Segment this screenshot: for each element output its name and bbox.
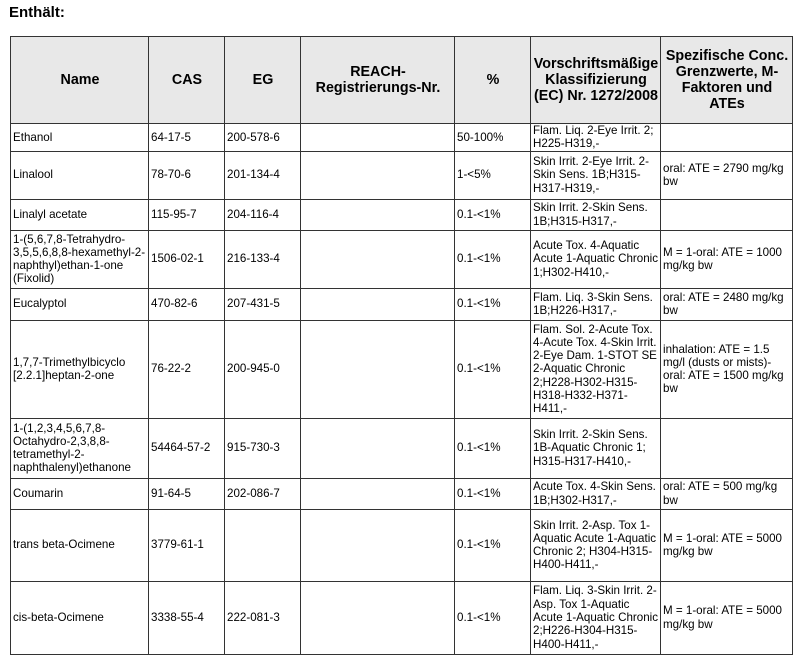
- header-row: [11, 37, 793, 124]
- cell-percent: 0.1-<1%: [455, 581, 531, 654]
- header-limits: Spezifische Conc. Grenzwerte, M-Faktoren und ATEs: [661, 37, 793, 124]
- cell-name: 1-(1,2,3,4,5,6,7,8-Octahydro-2,3,8,8-tetramethyl-2-naphthalenyl)ethanone: [11, 418, 149, 478]
- cell-eg: 200-945-0: [225, 320, 301, 418]
- cell-cas: 54464-57-2: [149, 418, 225, 478]
- cell-name: trans beta-Ocimene: [11, 509, 149, 581]
- cell-name: Ethanol: [11, 124, 149, 152]
- cell-classification: Flam. Liq. 3-Skin Irrit. 2-Asp. Tox 1-Aquatic Acute 1-Aquatic Chronic 2;H226-H304-H315-H400-H411,-: [531, 581, 661, 654]
- cell-limits: M = 1-oral: ATE = 5000 mg/kg bw: [661, 509, 793, 581]
- cell-reach: [301, 478, 455, 509]
- cell-percent: 50-100%: [455, 124, 531, 152]
- cell-name: 1,7,7-Trimethylbicyclo [2.2.1]heptan-2-one: [11, 320, 149, 418]
- table-row: [11, 320, 793, 418]
- cell-name: Coumarin: [11, 478, 149, 509]
- table-row: [11, 230, 793, 288]
- cell-eg: 222-081-3: [225, 581, 301, 654]
- header-reach: REACH-Registrierungs-Nr.: [301, 37, 455, 124]
- cell-eg: 915-730-3: [225, 418, 301, 478]
- cell-reach: [301, 230, 455, 288]
- cell-classification: Flam. Liq. 2-Eye Irrit. 2; H225-H319,-: [531, 124, 661, 152]
- cell-eg: 216-133-4: [225, 230, 301, 288]
- cell-reach: [301, 418, 455, 478]
- cell-name: Linalyl acetate: [11, 199, 149, 230]
- cell-eg: 204-116-4: [225, 199, 301, 230]
- cell-cas: 3779-61-1: [149, 509, 225, 581]
- cell-classification: Skin Irrit. 2-Asp. Tox 1-Aquatic Acute 1-Aquatic Chronic 2; H304-H315-H400-H411,-: [531, 509, 661, 581]
- cell-percent: 0.1-<1%: [455, 320, 531, 418]
- cell-eg: 202-086-7: [225, 478, 301, 509]
- cell-classification: Flam. Sol. 2-Acute Tox. 4-Acute Tox. 4-Skin Irrit. 2-Eye Dam. 1-STOT SE 2-Aquatic Chronic 2;H228-H302-H315-H318-H332-H371-H411,-: [531, 320, 661, 418]
- cell-cas: 470-82-6: [149, 288, 225, 320]
- table-row: [11, 478, 793, 509]
- cell-percent: 0.1-<1%: [455, 478, 531, 509]
- cell-eg: 201-134-4: [225, 151, 301, 199]
- cell-eg: [225, 509, 301, 581]
- cell-classification: Skin Irrit. 2-Skin Sens. 1B;H315-H317,-: [531, 199, 661, 230]
- cell-reach: [301, 509, 455, 581]
- cell-eg: 200-578-6: [225, 124, 301, 152]
- header-classification: Vorschriftsmäßige Klassifizierung (EC) Nr. 1272/2008: [531, 37, 661, 124]
- table-row: [11, 509, 793, 581]
- cell-cas: 3338-55-4: [149, 581, 225, 654]
- cell-limits: [661, 418, 793, 478]
- section-title: Enthält:: [9, 4, 65, 21]
- cell-classification: Skin Irrit. 2-Eye Irrit. 2-Skin Sens. 1B;H315-H317-H319,-: [531, 151, 661, 199]
- cell-cas: 78-70-6: [149, 151, 225, 199]
- cell-limits: inhalation: ATE = 1.5 mg/l (dusts or mists)-oral: ATE = 1500 mg/kg bw: [661, 320, 793, 418]
- cell-classification: Flam. Liq. 3-Skin Sens. 1B;H226-H317,-: [531, 288, 661, 320]
- cell-limits: [661, 124, 793, 152]
- header-cas: CAS: [149, 37, 225, 124]
- cell-percent: 0.1-<1%: [455, 509, 531, 581]
- cell-reach: [301, 124, 455, 152]
- cell-reach: [301, 199, 455, 230]
- cell-limits: [661, 199, 793, 230]
- cell-percent: 1-<5%: [455, 151, 531, 199]
- cell-cas: 64-17-5: [149, 124, 225, 152]
- header-eg: EG: [225, 37, 301, 124]
- cell-limits: oral: ATE = 2790 mg/kg bw: [661, 151, 793, 199]
- cell-limits: oral: ATE = 500 mg/kg bw: [661, 478, 793, 509]
- table-row: [11, 124, 793, 152]
- table-row: [11, 581, 793, 654]
- cell-name: cis-beta-Ocimene: [11, 581, 149, 654]
- cell-cas: 115-95-7: [149, 199, 225, 230]
- cell-cas: 76-22-2: [149, 320, 225, 418]
- cell-name: Eucalyptol: [11, 288, 149, 320]
- cell-name: 1-(5,6,7,8-Tetrahydro-3,5,5,6,8,8-hexamethyl-2-naphthyl)ethan-1-one (Fixolid): [11, 230, 149, 288]
- header-name: Name: [11, 37, 149, 124]
- cell-limits: M = 1-oral: ATE = 1000 mg/kg bw: [661, 230, 793, 288]
- cell-classification: Skin Irrit. 2-Skin Sens. 1B-Aquatic Chronic 1; H315-H317-H410,-: [531, 418, 661, 478]
- cell-percent: 0.1-<1%: [455, 230, 531, 288]
- cell-cas: 91-64-5: [149, 478, 225, 509]
- cell-cas: 1506-02-1: [149, 230, 225, 288]
- cell-reach: [301, 288, 455, 320]
- cell-limits: M = 1-oral: ATE = 5000 mg/kg bw: [661, 581, 793, 654]
- cell-limits: oral: ATE = 2480 mg/kg bw: [661, 288, 793, 320]
- table-row: [11, 151, 793, 199]
- table-row: [11, 288, 793, 320]
- cell-classification: Acute Tox. 4-Aquatic Acute 1-Aquatic Chronic 1;H302-H410,-: [531, 230, 661, 288]
- cell-percent: 0.1-<1%: [455, 288, 531, 320]
- cell-reach: [301, 581, 455, 654]
- cell-percent: 0.1-<1%: [455, 418, 531, 478]
- cell-eg: 207-431-5: [225, 288, 301, 320]
- header-percent: %: [455, 37, 531, 124]
- table-row: [11, 418, 793, 478]
- cell-classification: Acute Tox. 4-Skin Sens. 1B;H302-H317,-: [531, 478, 661, 509]
- ingredients-table: [10, 36, 793, 655]
- cell-reach: [301, 320, 455, 418]
- cell-reach: [301, 151, 455, 199]
- table-row: [11, 199, 793, 230]
- cell-percent: 0.1-<1%: [455, 199, 531, 230]
- cell-name: Linalool: [11, 151, 149, 199]
